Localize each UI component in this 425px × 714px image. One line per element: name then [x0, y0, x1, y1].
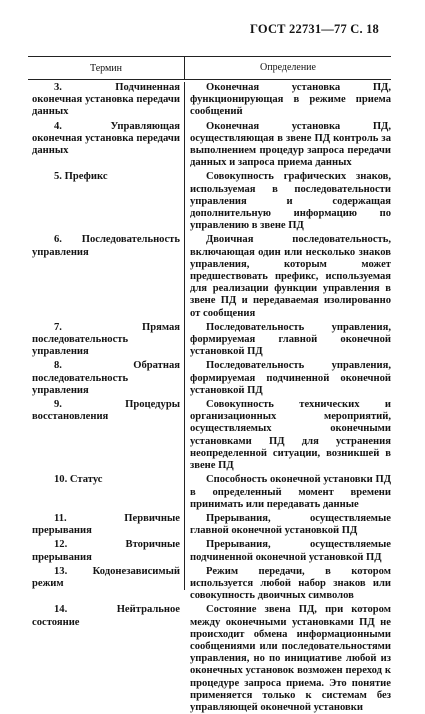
definition-cell: Двоичная последовательность, включающая один или несколько знаков управления, которым может предшествовать префикс, используемая для реализации функции управления в звене ПД и передаваемая изолированно от сообщения — [190, 234, 391, 319]
term-cell: 10. Статус — [54, 474, 103, 486]
term-cell: 14. Нейтральное состояние — [32, 604, 180, 628]
page-header: ГОСТ 22731—77 С. 18 — [250, 22, 379, 36]
column-header-term: Термин — [89, 62, 123, 74]
table-body — [28, 82, 391, 714]
table-row — [28, 121, 391, 170]
definition-cell: Режим передачи, в котором используется любой набор знаков или совокупность двоичных символов — [190, 565, 391, 602]
table-row — [28, 604, 391, 714]
definition-cell: Способность оконечной установки ПД в определенный момент времени принимать или передавать данные — [190, 474, 391, 510]
term-cell: 9. Процедуры восстановления — [32, 399, 180, 423]
term-cell: 4. Управляющая оконечная установка передачи данных — [32, 120, 180, 157]
term-cell: 11. Первичные прерывания — [32, 512, 180, 537]
definition-cell: Последовательность управления, формируемая главной оконечной установкой ПД — [190, 321, 391, 358]
table-header — [28, 56, 391, 80]
column-header-definition: Определение — [184, 57, 391, 79]
table-row — [28, 399, 391, 472]
table-row — [28, 360, 391, 397]
definition-cell: Последовательность управления, формируемая подчиненной оконечной установкой ПД — [190, 360, 391, 396]
term-cell: 6. Последовательность управления — [32, 234, 180, 258]
term-cell: 3. Подчиненная оконечная установка передачи данных — [32, 82, 180, 118]
table-row — [28, 474, 391, 511]
table-row — [28, 566, 391, 603]
term-cell: 5. Префикс — [54, 171, 108, 183]
term-cell: 12. Вторичные прерывания — [32, 539, 180, 563]
term-cell: 7. Прямая последовательность управления — [32, 321, 180, 358]
table-row — [28, 171, 391, 232]
term-cell: 8. Обратная последовательность управления — [32, 360, 180, 396]
terms-table — [28, 56, 391, 714]
table-row — [28, 234, 391, 319]
term-cell: 13. Кодонезависимый режим — [32, 565, 180, 589]
definition-cell: Состояние звена ПД, при котором между оконечными установками ПД не происходит обмена информационными сообщениями или последовательностями управления, но по инициативе любой из оконечных установок возможен переход к процедуре запроса приема. Это понятие применяется только к системам без управляющей оконечной установки — [190, 604, 391, 713]
definition-cell: Прерывания, осуществляемые подчиненной оконечной установкой ПД — [190, 539, 391, 563]
table-row — [28, 513, 391, 537]
definition-cell: Совокупность технических и организационных мероприятий, осуществляемых оконечными установками ПД для устранения неопределенной ситуации, возникшей в звене ПД — [190, 399, 391, 472]
definition-cell: Прерывания, осуществляемые главной оконечной установкой ПД — [190, 512, 391, 537]
table-row — [28, 82, 391, 119]
table-row — [28, 539, 391, 563]
definition-cell: Оконечная установка ПД, осуществляющая в звене ПД контроль за выполнением процедур запроса передачи данных и запроса приема данных — [190, 120, 391, 169]
definition-cell: Совокупность графических знаков, используемая в последовательности управления и содержащая дополнительную информацию по управлению в звене ПД — [190, 171, 391, 232]
definition-cell: Оконечная установка ПД, функционирующая в режиме приема сообщений — [190, 82, 391, 118]
table-row — [28, 322, 391, 359]
